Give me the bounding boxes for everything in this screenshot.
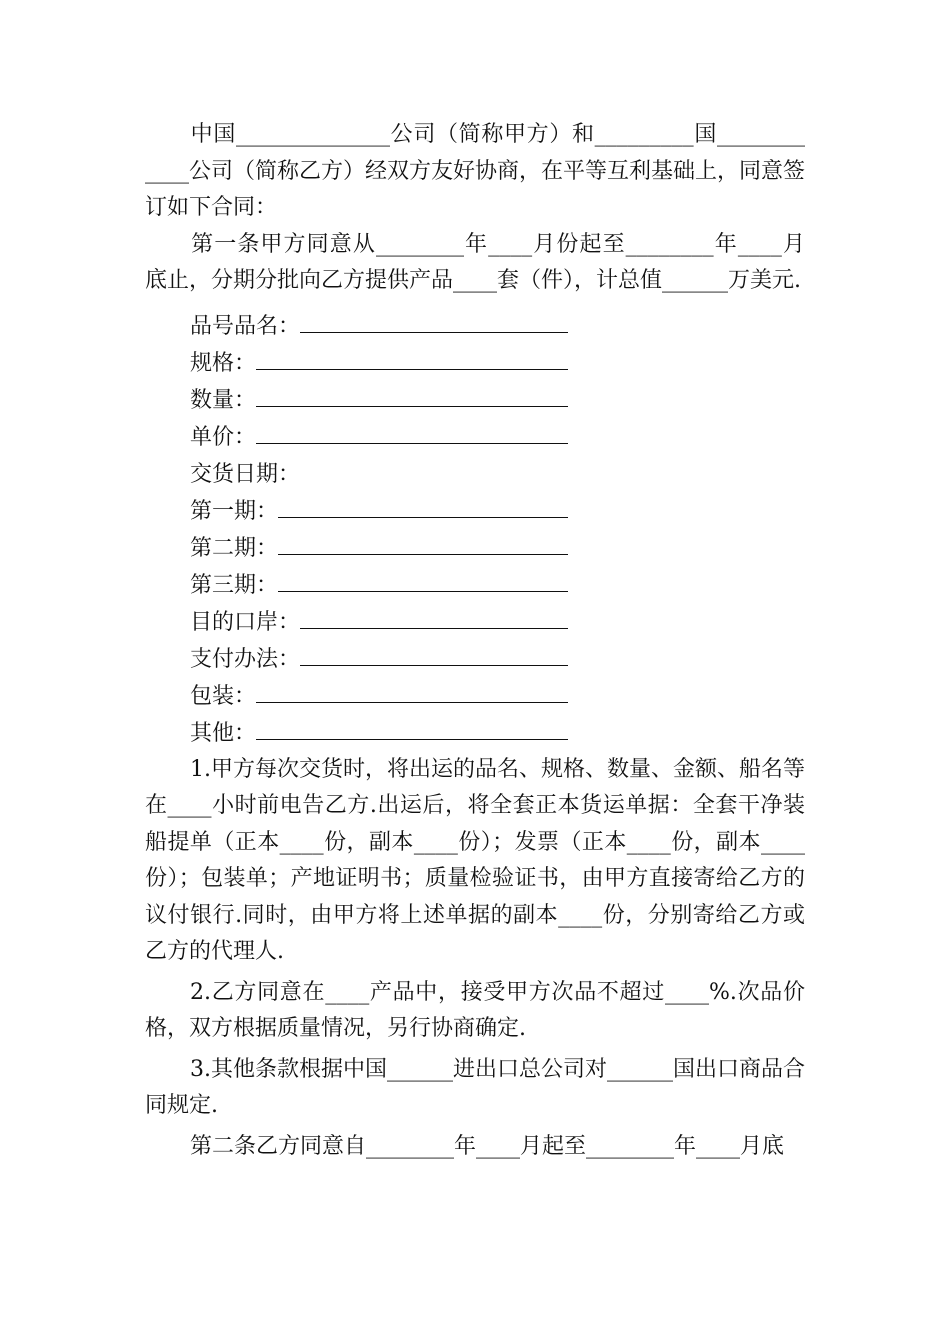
field-label: 包装： [190, 683, 257, 709]
field-label: 目的口岸： [190, 609, 301, 635]
field-product-name [145, 308, 805, 345]
article-1-paragraph [145, 227, 805, 300]
field-destination-port [145, 604, 805, 641]
fill-line [256, 719, 568, 740]
field-other [145, 715, 805, 752]
field-payment-method [145, 641, 805, 678]
fill-line [278, 571, 568, 592]
field-quantity [145, 382, 805, 419]
fill-line [278, 534, 568, 555]
contract-page [145, 117, 805, 1165]
clause-1-paragraph [145, 752, 805, 971]
intro-paragraph [145, 117, 805, 227]
field-label: 第二期： [190, 535, 279, 561]
field-label: 第一期： [190, 498, 279, 524]
fill-line [256, 682, 568, 703]
clause-3-text: 3.其他条款根据中国______进出口总公司对______国出口商品合同规定. [145, 1056, 805, 1118]
clause-2-paragraph [145, 975, 805, 1048]
fill-line [300, 645, 568, 666]
clause-1-text: 1.甲方每次交货时，将出运的品名、规格、数量、金额、船名等在____小时前电告乙方.出运后，将全套正本货运单据：全套干净装船提单（正本____份，副本____份）；发票（正本____份，副本____份）；包装单；产地证明书；质量检验证书，由甲方直接寄给乙方的议付银行.同时，由甲方将上述单据的副本____份，分别寄给乙方或乙方的代理人. [145, 756, 805, 964]
field-phase-1 [145, 493, 805, 530]
field-label: 品号品名： [190, 313, 301, 339]
article-1-text: 第一条甲方同意从________年____月份起至________年____月底止，分期分批向乙方提供产品____套（件），计总值______万美元. [145, 231, 805, 293]
fill-line [278, 497, 568, 518]
field-label: 其他： [190, 720, 257, 746]
field-label: 交货日期： [190, 461, 301, 487]
field-phase-3 [145, 567, 805, 604]
fill-line [256, 349, 568, 370]
field-label: 规格： [190, 350, 257, 376]
field-packaging [145, 678, 805, 715]
field-label: 单价： [190, 424, 257, 450]
field-label: 数量： [190, 387, 257, 413]
field-delivery-date [145, 456, 805, 493]
field-specification [145, 345, 805, 382]
clause-3-paragraph [145, 1052, 805, 1125]
fill-line [300, 312, 568, 333]
fill-line [300, 608, 568, 629]
field-phase-2 [145, 530, 805, 567]
fill-line [256, 423, 568, 444]
article-2-paragraph [145, 1129, 805, 1166]
intro-text: 中国______________公司（简称甲方）和_________国____________公司（简称乙方）经双方友好协商，在平等互利基础上，同意签订如下合同： [145, 122, 806, 220]
field-label: 第三期： [190, 572, 279, 598]
field-label: 支付办法： [190, 646, 301, 672]
clause-2-text: 2.乙方同意在____产品中，接受甲方次品不超过____%.次品价格，双方根据质量情况，另行协商确定. [145, 979, 805, 1041]
field-unit-price [145, 419, 805, 456]
article-2-text: 第二条乙方同意自________年____月起至________年____月底 [190, 1133, 785, 1159]
fill-line [256, 386, 568, 407]
